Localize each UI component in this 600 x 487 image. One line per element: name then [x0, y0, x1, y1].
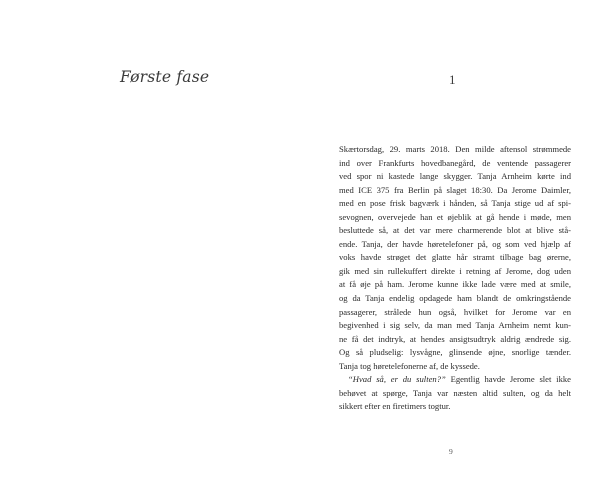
dialogue-line: [339, 373, 571, 387]
text-line: voks havde strøget det glatte hår stramt tilbage bag ørerne,: [339, 252, 571, 263]
page-number: 9: [449, 447, 453, 456]
part-title: Første fase: [120, 68, 210, 86]
text-line: ne få det indtryk, at hendes ansigtsudtryk aldrig ændrede sig.: [339, 333, 571, 344]
body-text: [339, 143, 571, 414]
text-line: ende. Tanja, der havde høretelefoner på, og som ved hjælp af: [339, 238, 571, 249]
text-line: besluttede så, at det var mere charmerende blot at blive stå-: [339, 225, 571, 236]
text-line: med ICE 375 fra Berlin på slaget 18:30. Da Jerome Daimler,: [339, 184, 571, 195]
text-line: gik med sin rullekuffert direkte i retning af Jerome, dog uden: [339, 265, 571, 276]
chapter-number: 1: [449, 72, 456, 87]
text-line: med en pose frisk bagværk i hånden, så Tanja stige ud af spi-: [339, 198, 571, 209]
text-line: og da Tanja endelig opdagede ham blandt de omkringstående: [339, 293, 571, 304]
dialogue-rest: Egentlig havde Jerome slet ikke: [445, 374, 571, 385]
text-line: ved spor ni kastede lange skygger. Tanja Arnheim kørte ind: [339, 171, 571, 182]
text-line: at få øje på ham. Jerome kunne ikke lade være med at smile,: [339, 279, 571, 290]
text-line: ind over Frankfurts hovedbanegård, de ventende passagerer: [339, 157, 571, 168]
text-line: Tanja tog høretelefonerne af, de kyssede.: [339, 360, 480, 371]
dialogue-quote: “Hvad så, er du sulten?”: [348, 374, 446, 385]
text-line: Og så pludselig: lysvågne, glinsende øjne, snorlige tænder.: [339, 347, 571, 358]
text-line: sikkert efter en firetimers togtur.: [339, 401, 451, 412]
text-line: begivenhed i sig selv, da man med Tanja Arnheim nemt kun-: [339, 320, 571, 331]
text-line: sevognen, overvejede han et øjeblik at gå hende i møde, men: [339, 211, 571, 222]
text-line: passagerer, strålede hun også, hvilket for Jerome var en: [339, 306, 571, 317]
text-line: behøvet at spørge, Tanja var næsten altid sulten, og da helt: [339, 387, 571, 398]
text-line: Skærtorsdag, 29. marts 2018. Den milde aftensol strømmede: [339, 144, 571, 154]
